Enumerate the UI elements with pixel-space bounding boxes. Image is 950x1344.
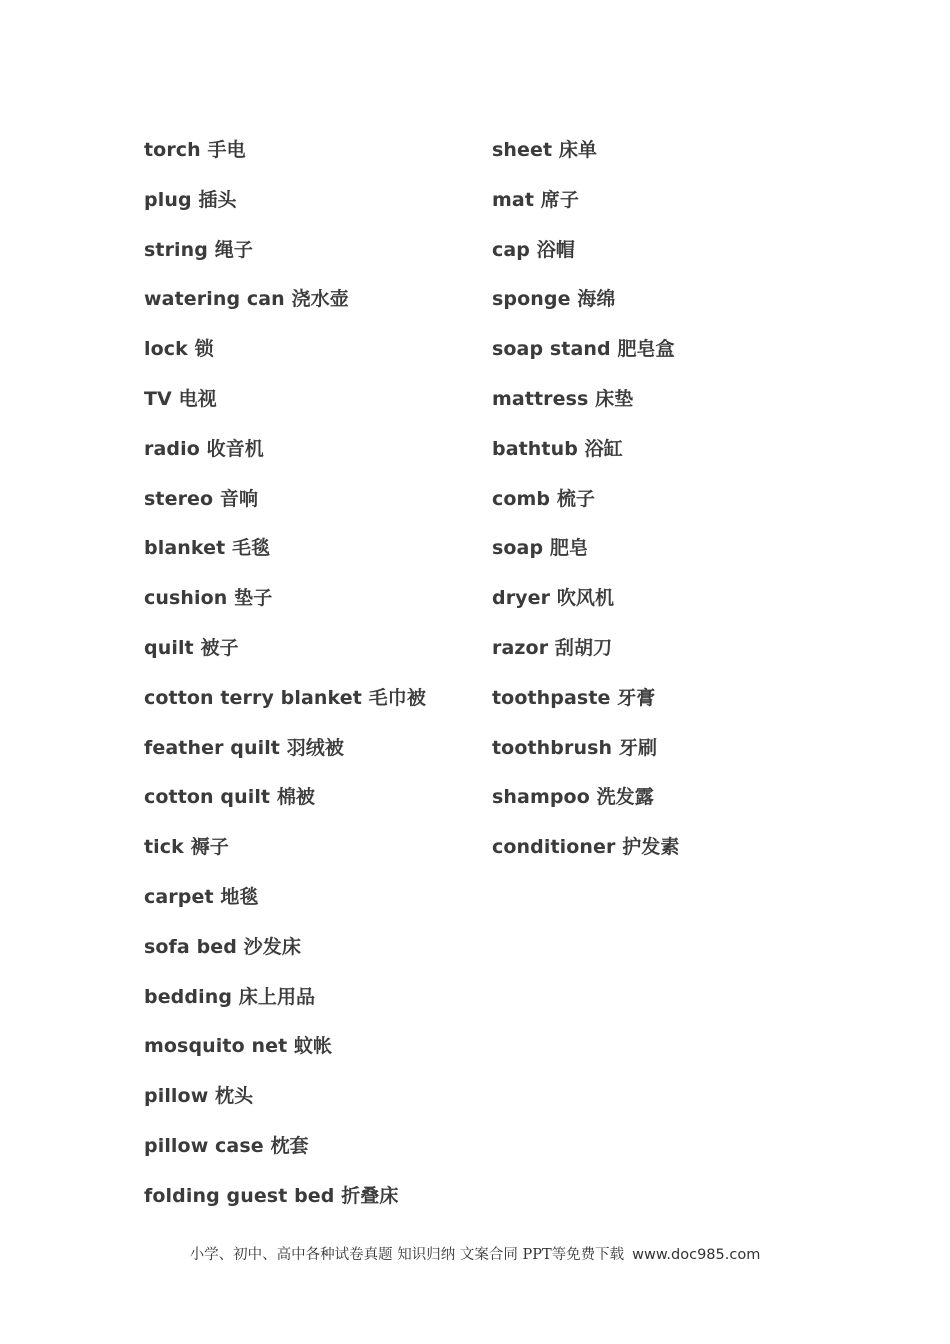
vocabulary-entry: bedding 床上用品	[144, 985, 316, 1008]
vocabulary-entry: lock 锁	[144, 338, 214, 361]
vocabulary-entry: watering can 浇水壶	[144, 288, 349, 311]
vocabulary-entry: stereo 音响	[144, 487, 259, 510]
vocabulary-entry: mat 席子	[492, 188, 579, 211]
vocabulary-entry: TV 电视	[144, 387, 217, 410]
vocabulary-entry: tick 褥子	[144, 836, 229, 859]
vocabulary-entry: sponge 海绵	[492, 288, 616, 311]
vocabulary-entry: feather quilt 羽绒被	[144, 736, 345, 759]
vocabulary-entry: shampoo 洗发露	[492, 786, 654, 809]
vocabulary-entry: sofa bed 沙发床	[144, 935, 301, 958]
vocabulary-entry: blanket 毛毯	[144, 537, 271, 560]
vocabulary-entry: bathtub 浴缸	[492, 437, 623, 460]
vocabulary-entry: quilt 被子	[144, 636, 239, 659]
footer-text: 小学、初中、高中各种试卷真题 知识归纳 文案合同 PPT等免费下载	[189, 1247, 625, 1263]
vocabulary-entry: folding guest bed 折叠床	[144, 1184, 399, 1207]
vocabulary-list-right	[492, 136, 822, 883]
vocabulary-list-left	[144, 136, 474, 1232]
vocabulary-entry: cotton terry blanket 毛巾被	[144, 686, 426, 709]
vocabulary-entry: pillow 枕头	[144, 1085, 254, 1108]
vocabulary-entry: cushion 垫子	[144, 587, 273, 610]
vocabulary-entry: comb 梳子	[492, 487, 596, 510]
vocabulary-entry: mosquito net 蚊帐	[144, 1035, 333, 1058]
vocabulary-entry: soap 肥皂	[492, 537, 589, 560]
page-footer	[0, 1243, 950, 1264]
footer-url: www.doc985.com	[632, 1247, 761, 1263]
vocabulary-entry: toothpaste 牙膏	[492, 686, 656, 709]
vocabulary-entry: mattress 床垫	[492, 387, 634, 410]
vocabulary-entry: radio 收音机	[144, 437, 264, 460]
vocabulary-entry: sheet 床单	[492, 139, 598, 161]
vocabulary-entry: carpet 地毯	[144, 885, 259, 908]
vocabulary-entry: dryer 吹风机	[492, 587, 615, 610]
vocabulary-entry: torch 手电	[144, 139, 246, 161]
vocabulary-entry: razor 刮胡刀	[492, 636, 613, 659]
vocabulary-entry: pillow case 枕套	[144, 1134, 309, 1157]
vocabulary-entry: string 绳子	[144, 238, 253, 261]
vocabulary-entry: cap 浴帽	[492, 238, 575, 261]
vocabulary-entry: conditioner 护发素	[492, 836, 680, 859]
vocabulary-entry: cotton quilt 棉被	[144, 786, 316, 809]
vocabulary-entry: toothbrush 牙刷	[492, 736, 658, 759]
vocabulary-entry: soap stand 肥皂盒	[492, 338, 675, 361]
vocabulary-entry: plug 插头	[144, 188, 237, 211]
